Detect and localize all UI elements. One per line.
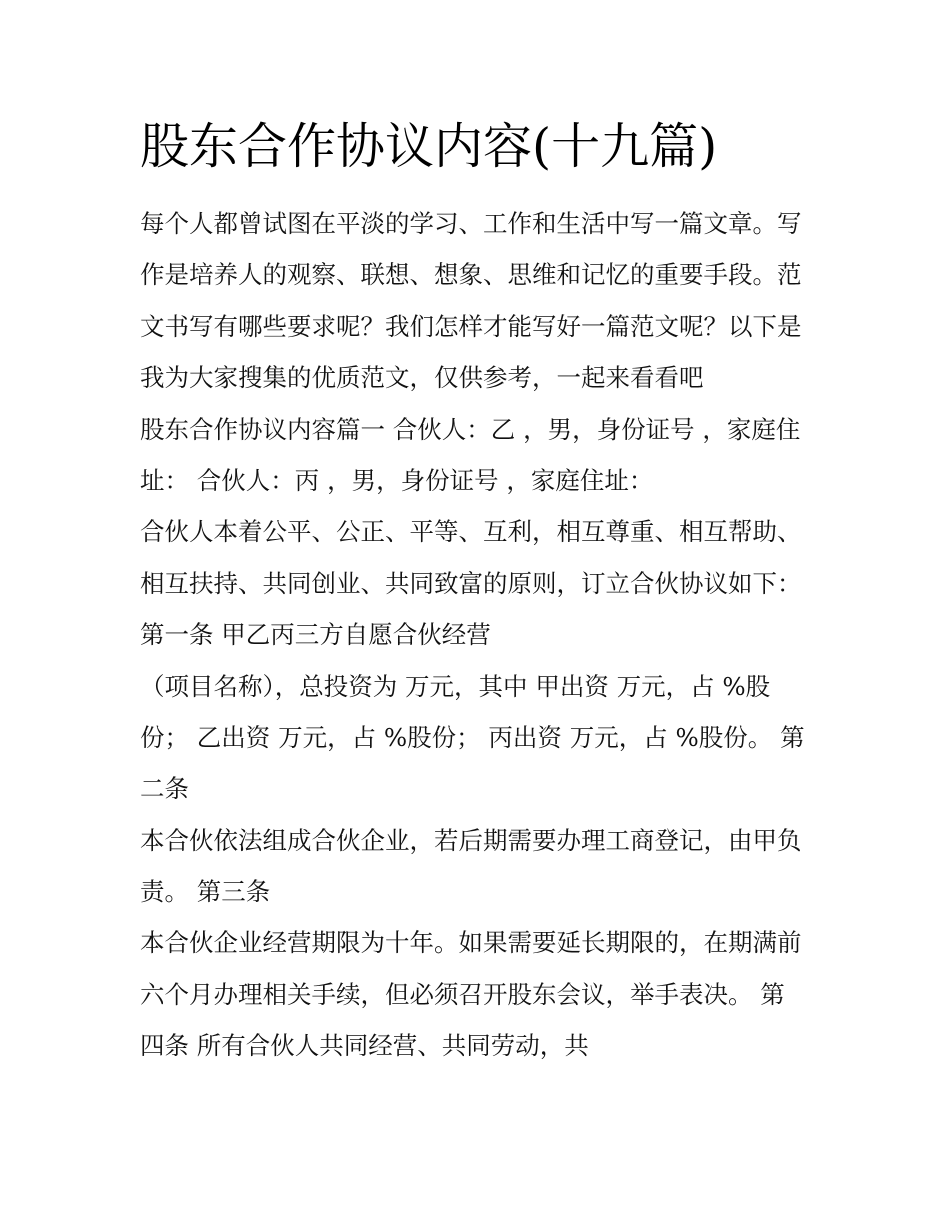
text-line: 责。 第三条 [140, 877, 271, 907]
document-body [140, 198, 820, 1072]
text-line: 文书写有哪些要求呢？我们怎样才能写好一篇范文呢？以下是 [140, 311, 802, 341]
text-line: 每个人都曾试图在平淡的学习、工作和生活中写一篇文章。写 [140, 209, 802, 238]
text-line: 股东合作协议内容篇一 合伙人：乙 ，男，身份证号 ，家庭住 [140, 414, 801, 444]
text-line: 合伙人本着公平、公正、平等、互利，相互尊重、相互帮助、 [140, 517, 802, 547]
text-line: （项目名称），总投资为 万元，其中 甲出资 万元，占 %股 [140, 671, 771, 701]
text-line: 第一条 甲乙丙三方自愿合伙经营 [140, 620, 491, 650]
text-line: 相互扶持、共同创业、共同致富的原则，订立合伙协议如下： [140, 568, 802, 598]
text-line: 本合伙依法组成合伙企业，若后期需要办理工商登记，由甲负 [140, 825, 802, 855]
text-line: 六个月办理相关手续，但必须召开股东会议，举手表决。 第 [140, 979, 785, 1009]
text-line: 址： 合伙人：丙 ，男，身份证号 ，家庭住址： [140, 465, 654, 495]
text-line: 本合伙企业经营期限为十年。如果需要延长期限的，在期满前 [140, 928, 802, 958]
text-line: 四条 所有合伙人共同经营、共同劳动，共 [140, 1031, 589, 1061]
text-line: 份； 乙出资 万元，占 %股份； 丙出资 万元，占 %股份。 第 [140, 722, 805, 752]
document-title: 股东合作协议内容(十九篇) [140, 118, 718, 175]
text-line: 二条 [140, 774, 189, 804]
text-line: 我为大家搜集的优质范文，仅供参考，一起来看看吧 [140, 363, 704, 393]
text-line: 作是培养人的观察、联想、想象、思维和记忆的重要手段。范 [140, 260, 802, 290]
